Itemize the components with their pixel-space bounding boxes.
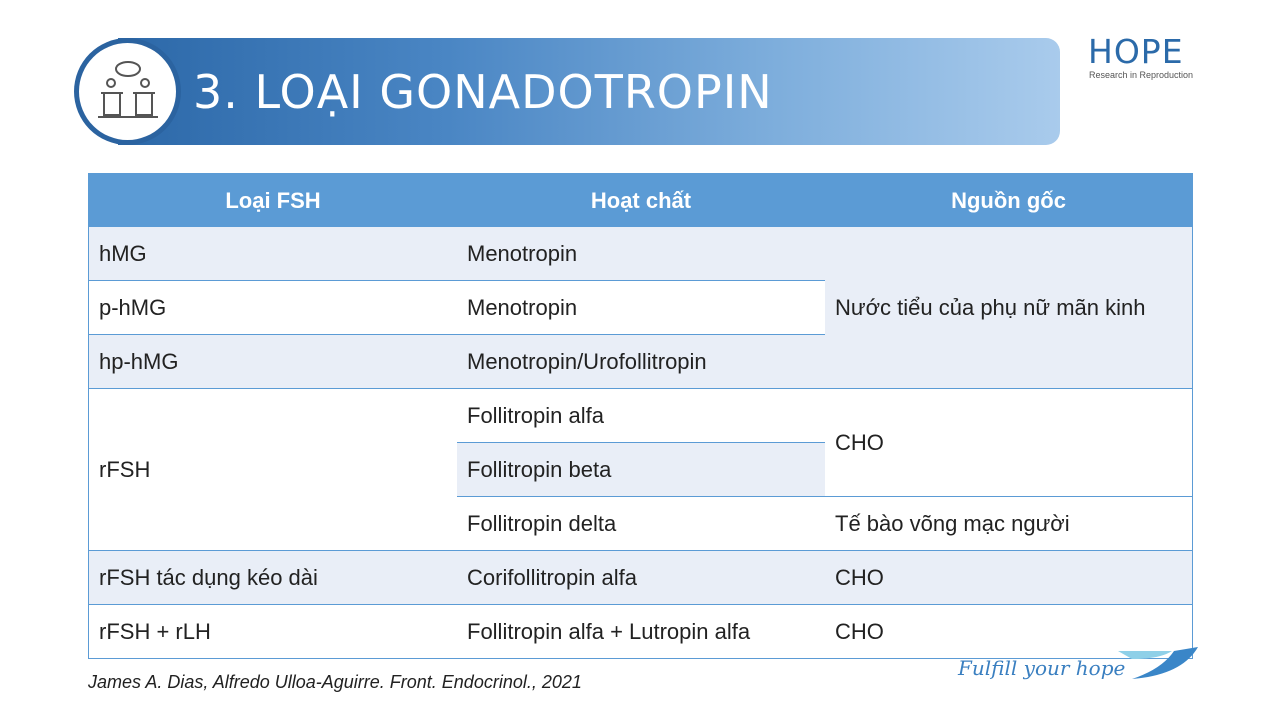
gonadotropin-table	[88, 173, 1193, 659]
logo-subtitle: Research in Reproduction	[1089, 70, 1194, 80]
cell-substance: Follitropin beta	[457, 443, 825, 497]
cell-substance: Follitropin alfa + Lutropin alfa	[457, 605, 825, 659]
cell-type: rFSH + rLH	[89, 605, 458, 659]
page-title: 3. LOẠI GONADOTROPIN	[193, 65, 773, 119]
citation: James A. Dias, Alfredo Ulloa-Aguirre. Front. Endocrinol., 2021	[88, 672, 582, 692]
title-icon-badge	[74, 38, 181, 145]
hope-logo	[1088, 34, 1208, 86]
tagline: Fulfill your hope	[958, 656, 1126, 680]
cell-substance: Follitropin delta	[457, 497, 825, 551]
cell-substance: Corifollitropin alfa	[457, 551, 825, 605]
cell-source: CHO	[825, 551, 1193, 605]
cell-substance: Follitropin alfa	[457, 389, 825, 443]
cell-type: hp-hMG	[89, 335, 458, 389]
cell-type-rfsh: rFSH	[89, 389, 458, 551]
meeting-discussion-icon	[93, 57, 163, 127]
header-fsh-type: Loại FSH	[89, 174, 458, 228]
cell-type: hMG	[89, 227, 458, 281]
header-source: Nguồn gốc	[825, 174, 1193, 228]
cell-source-cho: CHO	[825, 389, 1193, 497]
table-header-row	[89, 174, 1193, 228]
cell-source: Tế bào võng mạc người	[825, 497, 1193, 551]
cell-source-urine: Nước tiểu của phụ nữ mãn kinh	[825, 227, 1193, 389]
cell-type: p-hMG	[89, 281, 458, 335]
cell-source: CHO	[825, 605, 1193, 659]
cell-substance: Menotropin	[457, 227, 825, 281]
table-row	[89, 605, 1193, 659]
table-row	[89, 389, 1193, 443]
table-row	[89, 551, 1193, 605]
wave-decoration-icon	[1112, 645, 1202, 681]
header-substance: Hoạt chất	[457, 174, 825, 228]
cell-type: rFSH tác dụng kéo dài	[89, 551, 458, 605]
table-row	[89, 227, 1193, 281]
cell-substance: Menotropin	[457, 281, 825, 335]
cell-substance: Menotropin/Urofollitropin	[457, 335, 825, 389]
logo-word: HOPE	[1088, 32, 1184, 71]
